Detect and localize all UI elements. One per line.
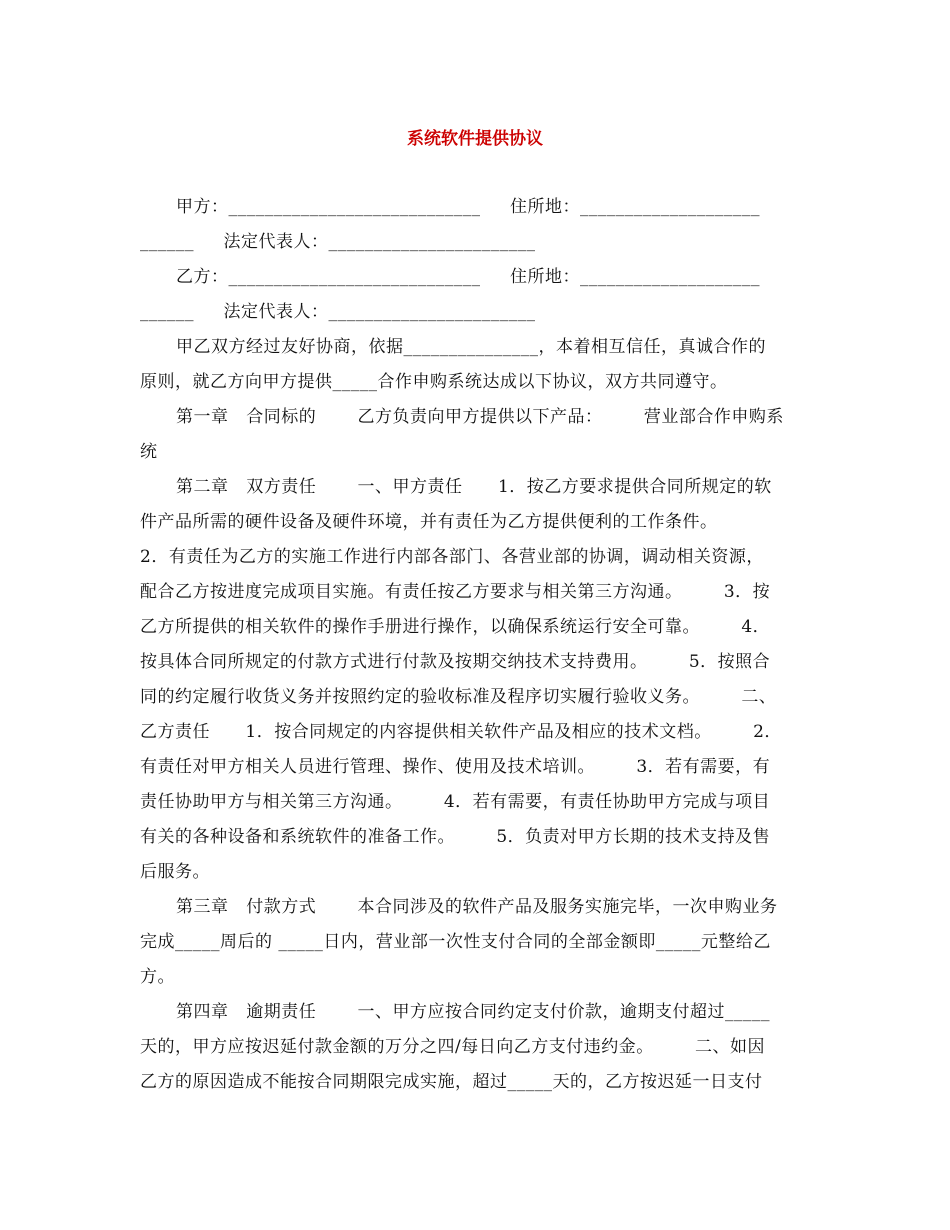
party-a-line: 甲方：____________________________ 住所地：____________________ (176, 197, 761, 217)
chapter-1-line: 统 (140, 442, 158, 462)
chapter-2-line: 乙方所提供的相关软件的操作手册进行操作，以确保系统运行安全可靠。 4． (140, 617, 771, 637)
chapter-2-line: 第二章 双方责任 一、甲方责任 1．按乙方要求提供合同所规定的软 (176, 477, 772, 497)
party-a-rep-line: ______ 法定代表人：_______________________ (140, 232, 536, 252)
chapter-2-line: 有关的各种设备和系统软件的准备工作。 5．负责对甲方长期的技术支持及售 (140, 827, 771, 847)
chapter-2-line: 后服务。 (140, 862, 210, 882)
chapter-2-line: 乙方责任 1．按合同规定的内容提供相关软件产品及相应的技术文档。 2． (140, 722, 782, 742)
chapter-4-line: 第四章 逾期责任 一、甲方应按合同约定支付价款，逾期支付超过_____ (176, 1002, 771, 1022)
preamble-line: 原则，就乙方向甲方提供_____合作申购系统达成以下协议，双方共同遵守。 (140, 372, 728, 392)
chapter-3-line: 第三章 付款方式 本合同涉及的软件产品及服务实施完毕，一次申购业务 (176, 897, 778, 917)
chapter-4-line: 天的，甲方应按迟延付款金额的万分之四/每日向乙方支付违约金。 二、如因 (140, 1037, 766, 1057)
chapter-4-line: 乙方的原因造成不能按合同期限完成实施，超过_____天的，乙方按迟延一日支付 (140, 1072, 763, 1092)
chapter-2-line: 同的约定履行收货义务并按照约定的验收标准及程序切实履行验收义务。 二、 (140, 687, 777, 707)
party-b-line: 乙方：____________________________ 住所地：____________________ (176, 267, 761, 287)
document-title: 系统软件提供协议 (407, 129, 543, 149)
chapter-2-line: 配合乙方按进度完成项目实施。有责任按乙方要求与相关第三方沟通。 3．按 (140, 582, 771, 602)
chapter-2-line: 按具体合同所规定的付款方式进行付款及按期交纳技术支持费用。 5．按照合 (140, 652, 771, 672)
chapter-3-line: 方。 (140, 967, 175, 987)
chapter-3-line: 完成_____周后的 _____日内，营业部一次性支付合同的全部金额即_____元整给乙 (140, 932, 771, 952)
party-b-rep-line: ______ 法定代表人：_______________________ (140, 302, 536, 322)
chapter-2-line: 有责任对甲方相关人员进行管理、操作、使用及技术培训。 3．若有需要，有 (140, 757, 771, 777)
document-body (140, 190, 812, 1100)
chapter-1-line: 第一章 合同标的 乙方负责向甲方提供以下产品： 营业部合作申购系 (176, 407, 784, 427)
chapter-2-line: 件产品所需的硬件设备及硬件环境，并有责任为乙方提供便利的工作条件。 (140, 512, 718, 532)
chapter-2-line: 责任协助甲方与相关第三方沟通。 4．若有需要，有责任协助甲方完成与项目 (140, 792, 771, 812)
chapter-2-line: 2．有责任为乙方的实施工作进行内部各部门、各营业部的协调，调动相关资源， (140, 547, 764, 567)
preamble-line: 甲乙双方经过友好协商，依据_______________，本着相互信任，真诚合作的 (176, 337, 766, 357)
